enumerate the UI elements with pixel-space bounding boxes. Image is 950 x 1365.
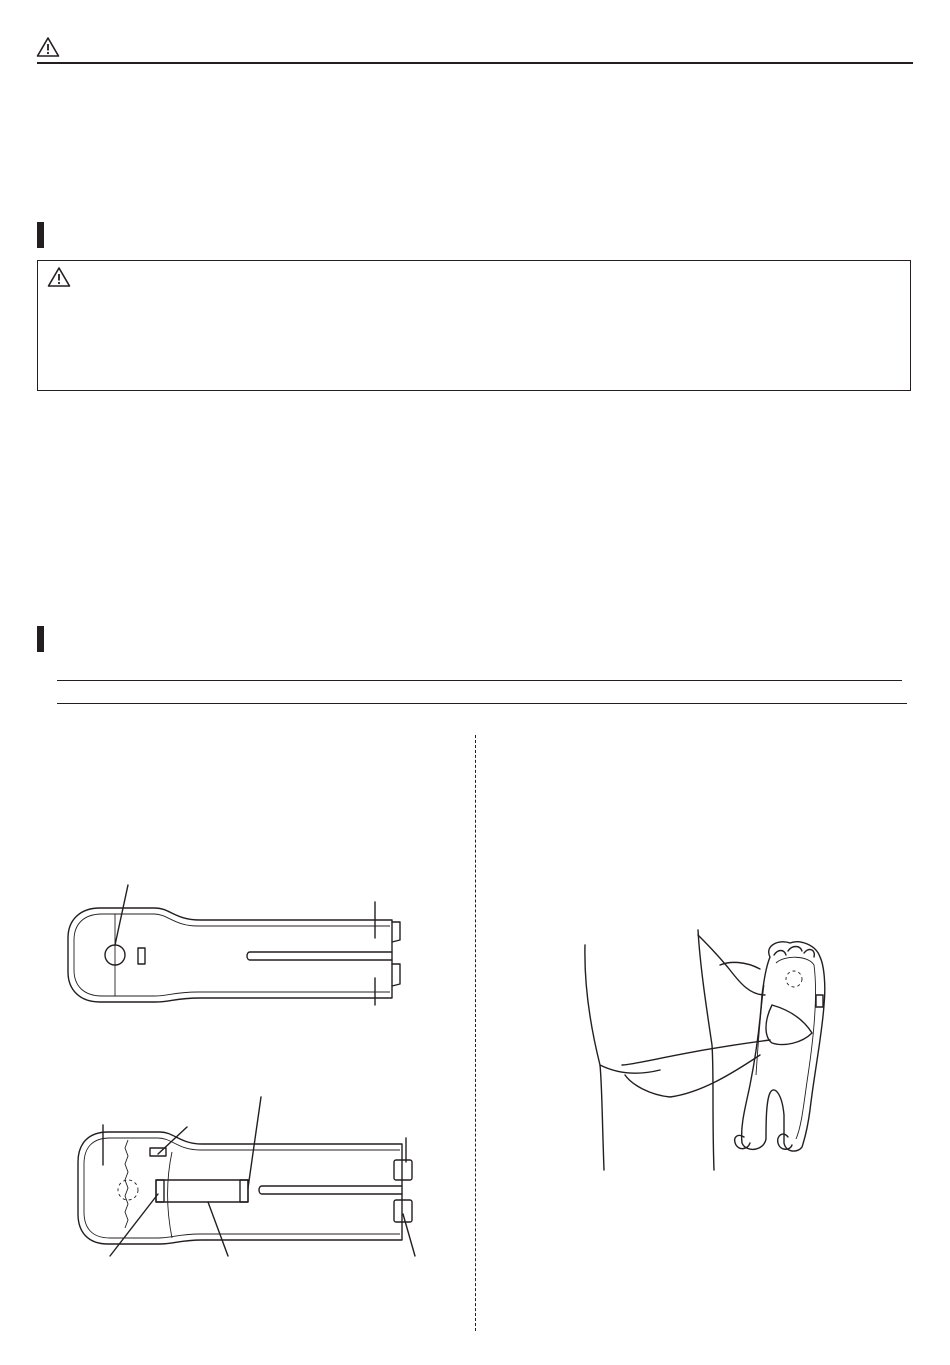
warning-triangle-icon <box>47 266 71 288</box>
cuff-top-view-figure <box>60 880 420 1010</box>
header-rule <box>37 62 913 64</box>
cuff-handling-figure <box>580 925 850 1180</box>
table-top-rule <box>57 680 902 681</box>
warning-box <box>37 260 911 391</box>
cuff-inner-view-figure <box>70 1090 420 1260</box>
table-bottom-rule <box>57 703 907 704</box>
section-marker <box>37 222 44 248</box>
warning-triangle-icon <box>36 36 60 58</box>
section-marker <box>37 626 44 652</box>
column-divider <box>475 735 476 1331</box>
